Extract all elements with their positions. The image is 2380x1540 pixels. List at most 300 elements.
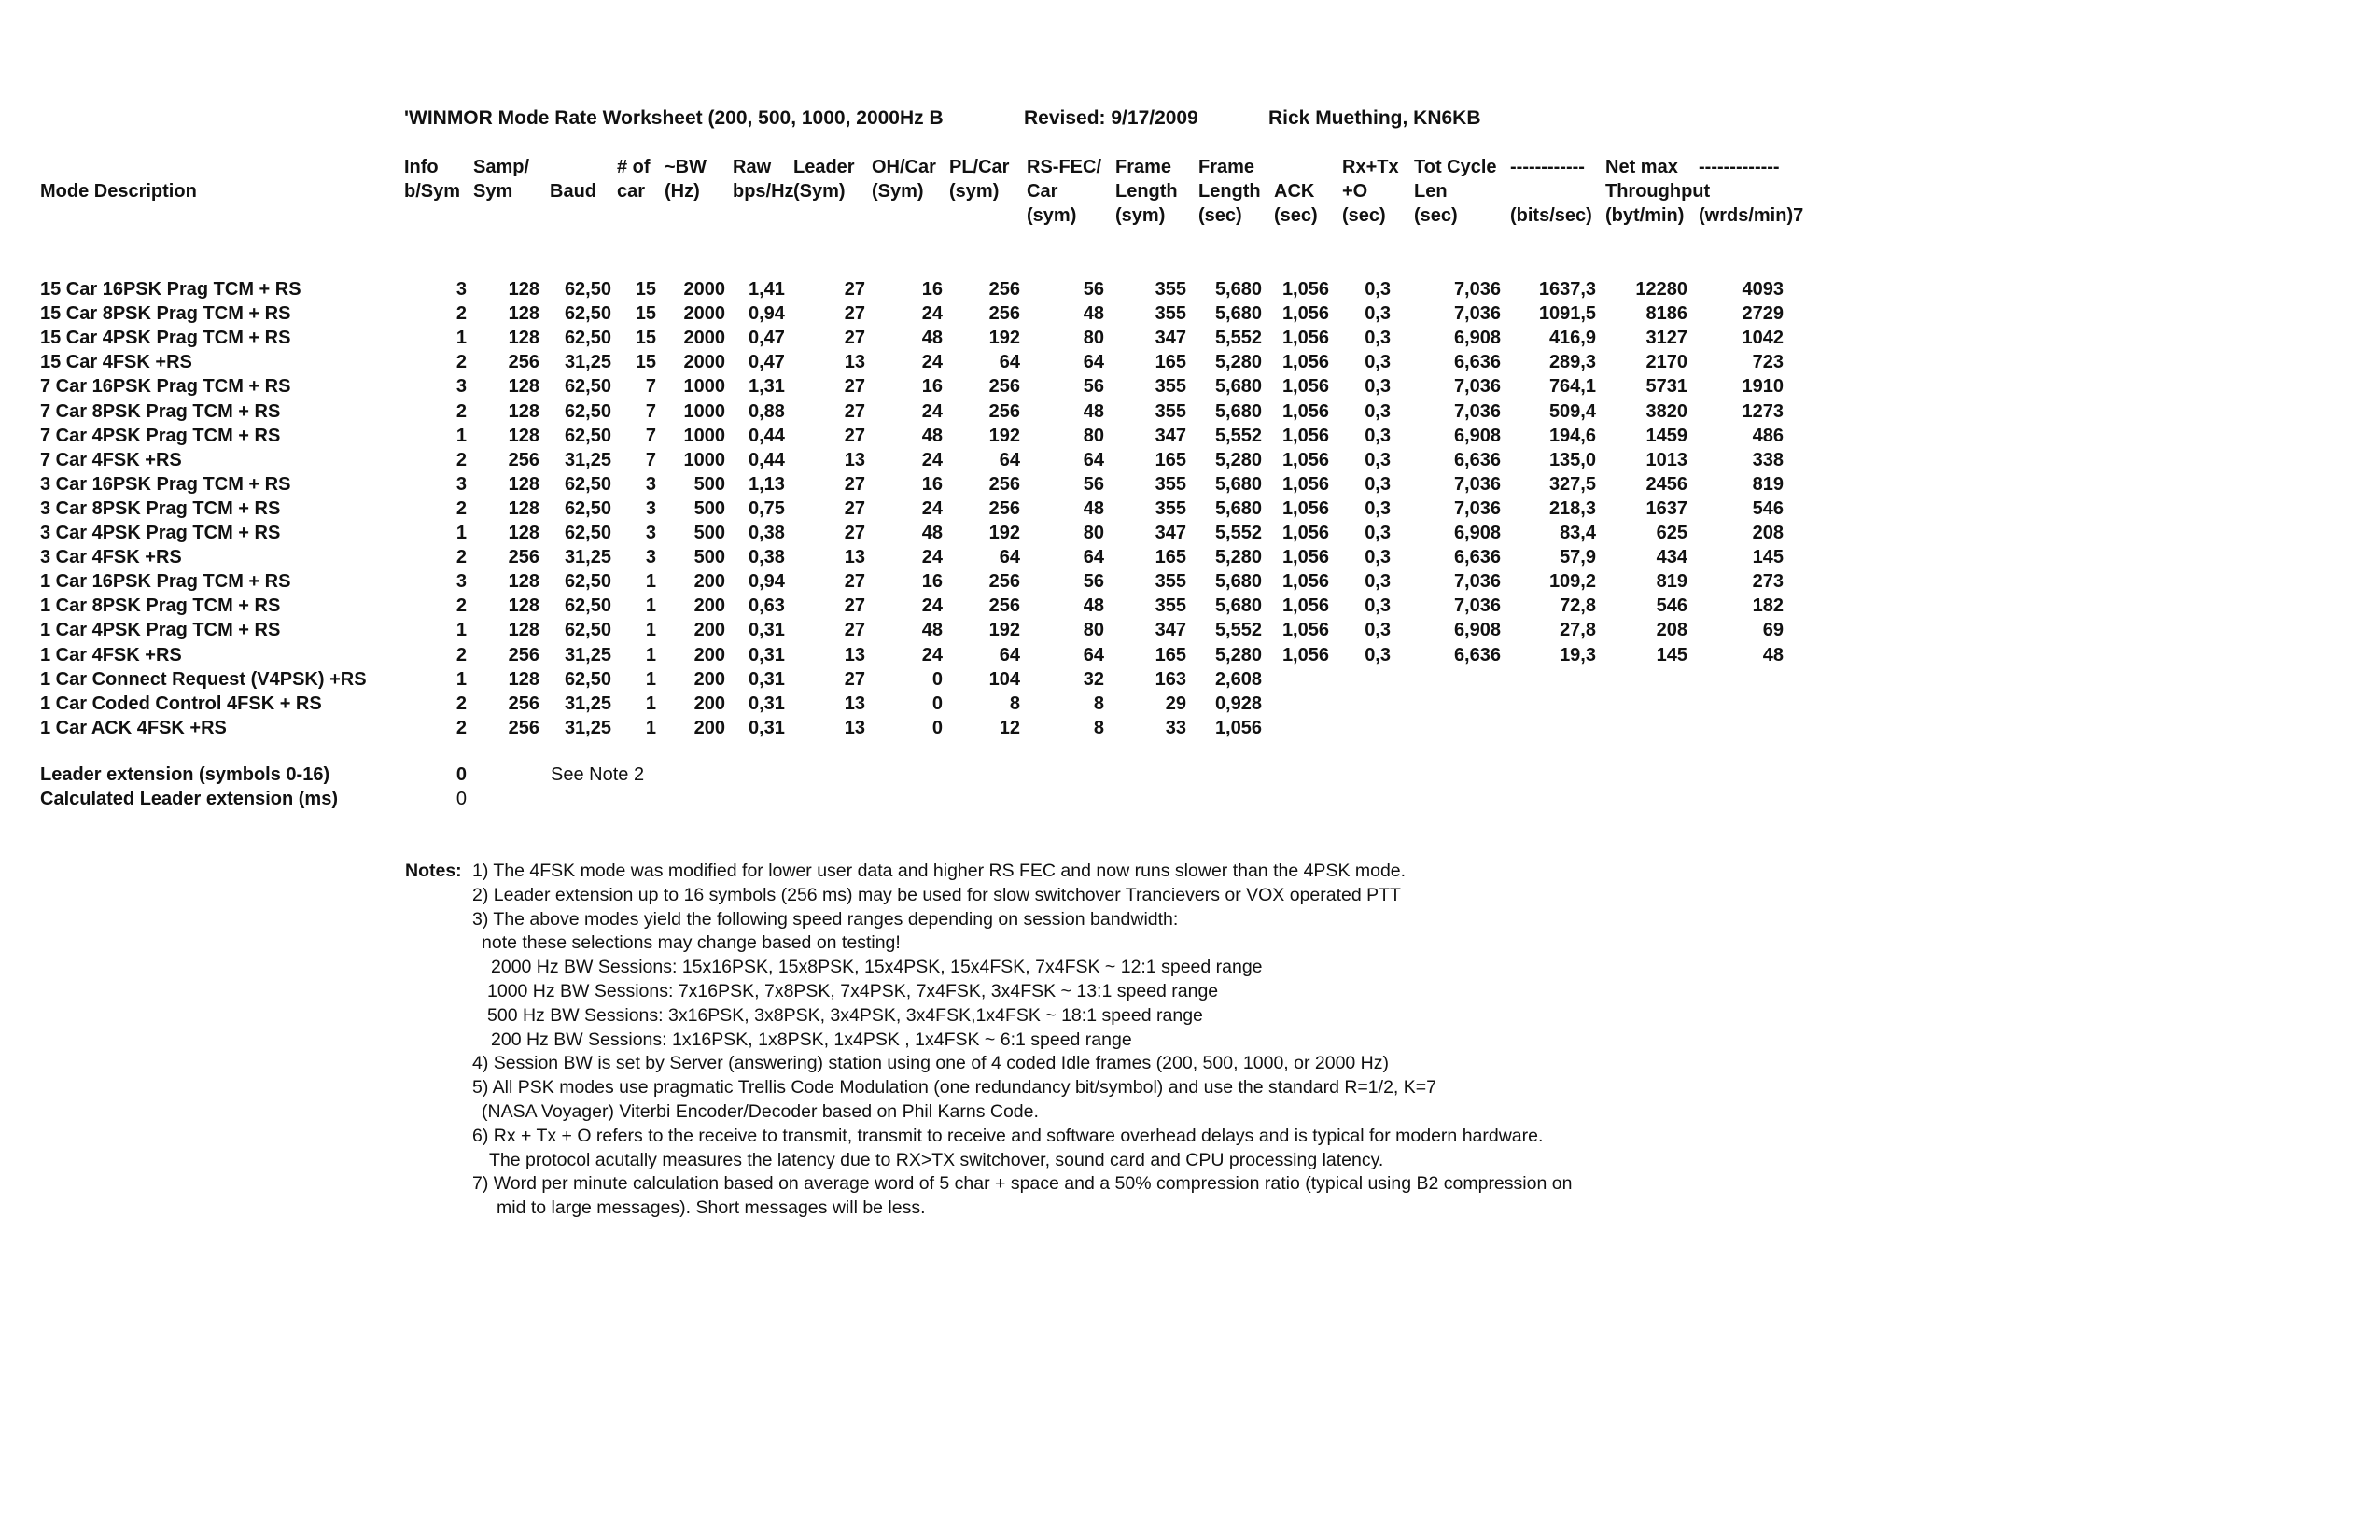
cell-plcar: 256 [988, 595, 1020, 617]
column-header-line: ACK [1274, 181, 1315, 202]
cell-plcar: 104 [988, 668, 1020, 690]
column-header-bw [665, 155, 707, 228]
cell-bits: 19,3 [1560, 644, 1596, 665]
cell-samp: 256 [508, 693, 539, 714]
column-header-line: Info [404, 157, 439, 177]
cell-ack: 1,056 [1281, 644, 1329, 665]
cell-bits: 109,2 [1548, 571, 1596, 593]
cell-raw: 1,41 [749, 279, 785, 300]
cell-baud: 62,50 [564, 523, 611, 543]
cell-samp: 256 [508, 449, 539, 470]
cell-bytes: 1459 [1645, 425, 1687, 446]
note-line: 1000 Hz BW Sessions: 7x16PSK, 7x8PSK, 7x4PSK, 7x4FSK, 3x4FSK ~ 13:1 speed range [487, 981, 1219, 1001]
cell-ohcar: 24 [921, 400, 943, 422]
column-header-line: Baud [550, 181, 596, 202]
cell-framelen: 165 [1155, 547, 1186, 568]
column-header-line [733, 203, 794, 228]
cell-car: 15 [635, 303, 656, 325]
cell-bits: 83,4 [1560, 523, 1596, 543]
table-row [0, 692, 2380, 716]
cell-cycle: 6,908 [1453, 620, 1501, 641]
column-header-line: bps/Hz [733, 181, 794, 202]
cell-bw: 500 [693, 473, 725, 495]
cell-plcar: 256 [988, 279, 1020, 300]
cell-baud: 62,50 [564, 376, 611, 398]
cell-framelen: 355 [1155, 279, 1186, 300]
cell-rsfec: 48 [1083, 497, 1104, 519]
cell-info: 2 [455, 717, 467, 738]
cell-words: 145 [1752, 547, 1784, 568]
cell-raw: 0,44 [749, 449, 785, 470]
cell-framelen: 347 [1155, 328, 1186, 349]
cell-leader: 27 [844, 620, 865, 641]
cell-baud: 62,50 [564, 425, 611, 446]
cell-desc: 7 Car 4FSK +RS [40, 449, 182, 470]
cell-raw: 0,94 [749, 571, 785, 593]
author-name: Rick Muething, KN6KB [1268, 107, 1481, 129]
cell-bytes: 819 [1656, 571, 1687, 593]
cell-leader: 27 [844, 571, 865, 593]
cell-framesec: 5,280 [1214, 644, 1262, 665]
cell-bw: 2000 [683, 279, 725, 300]
cell-samp: 128 [508, 497, 539, 519]
cell-framelen: 355 [1155, 376, 1186, 398]
cell-framesec: 5,680 [1214, 303, 1262, 325]
column-header-line: car [617, 181, 646, 202]
cell-info: 3 [455, 376, 467, 398]
cell-words: 48 [1762, 644, 1784, 665]
cell-leader: 27 [844, 668, 865, 690]
cell-framesec: 5,680 [1214, 376, 1262, 398]
cell-car: 3 [645, 473, 656, 495]
cell-ack: 1,056 [1281, 620, 1329, 641]
cell-car: 3 [645, 497, 656, 519]
cell-bw: 200 [693, 717, 725, 738]
cell-ack: 1,056 [1281, 400, 1329, 422]
column-header-words [1699, 155, 1803, 228]
cell-bw: 200 [693, 644, 725, 665]
cell-car: 7 [645, 449, 656, 470]
cell-bw: 200 [693, 620, 725, 641]
cell-framesec: 2,608 [1214, 668, 1262, 690]
column-header-line: (wrds/min)7 [1699, 205, 1804, 226]
column-header-raw [733, 155, 794, 228]
cell-rxtx: 0,3 [1365, 523, 1391, 543]
cell-framelen: 355 [1155, 571, 1186, 593]
cell-car: 1 [645, 644, 656, 665]
cell-rxtx: 0,3 [1365, 279, 1391, 300]
cell-plcar: 256 [988, 473, 1020, 495]
cell-desc: 15 Car 8PSK Prag TCM + RS [40, 303, 291, 325]
cell-leader: 13 [844, 717, 865, 738]
cell-samp: 256 [508, 717, 539, 738]
cell-ohcar: 48 [921, 328, 943, 349]
column-header-line: Frame [1115, 157, 1172, 177]
cell-leader: 27 [844, 328, 865, 349]
cell-ack: 1,056 [1281, 279, 1329, 300]
column-header-bits [1510, 155, 1592, 228]
cell-words: 69 [1762, 620, 1784, 641]
cell-baud: 62,50 [564, 279, 611, 300]
cell-raw: 1,13 [749, 473, 785, 495]
cell-bw: 200 [693, 693, 725, 714]
cell-baud: 62,50 [564, 595, 611, 617]
cell-plcar: 256 [988, 497, 1020, 519]
cell-framesec: 5,680 [1214, 595, 1262, 617]
cell-cycle: 6,908 [1453, 523, 1501, 543]
cell-bits: 27,8 [1560, 620, 1596, 641]
cell-desc: 7 Car 16PSK Prag TCM + RS [40, 376, 291, 398]
cell-leader: 27 [844, 376, 865, 398]
column-header-line: Length [1198, 181, 1261, 202]
note-line: 2) Leader extension up to 16 symbols (256 ms) may be used for slow switchover Trancievers or VOX operated PTT [472, 884, 1401, 905]
cell-samp: 128 [508, 668, 539, 690]
cell-plcar: 8 [1009, 693, 1020, 714]
column-header-leader [793, 155, 855, 228]
cell-plcar: 192 [988, 328, 1020, 349]
cell-framelen: 33 [1165, 717, 1186, 738]
cell-framelen: 355 [1155, 595, 1186, 617]
cell-info: 3 [455, 571, 467, 593]
cell-framelen: 347 [1155, 523, 1186, 543]
note-line: 1) The 4FSK mode was modified for lower user data and higher RS FEC and now runs slower than the 4PSK mode. [472, 861, 1407, 881]
note-line: 200 Hz BW Sessions: 1x16PSK, 1x8PSK, 1x4PSK , 1x4FSK ~ 6:1 speed range [491, 1029, 1132, 1050]
column-header-bytes [1605, 155, 1710, 228]
column-header-line: +O [1342, 181, 1368, 202]
cell-rsfec: 32 [1083, 668, 1104, 690]
cell-rxtx: 0,3 [1365, 352, 1391, 373]
column-header-line [617, 203, 651, 228]
cell-ohcar: 0 [931, 693, 943, 714]
cell-bits: 416,9 [1548, 328, 1596, 349]
cell-desc: 3 Car 8PSK Prag TCM + RS [40, 497, 281, 519]
cell-samp: 128 [508, 303, 539, 325]
cell-samp: 128 [508, 571, 539, 593]
cell-bytes: 208 [1656, 620, 1687, 641]
table-row [0, 667, 2380, 692]
column-header-line: Tot Cycle [1414, 157, 1497, 177]
cell-baud: 62,50 [564, 473, 611, 495]
column-header-line: (Hz) [665, 181, 700, 202]
cell-leader: 27 [844, 425, 865, 446]
cell-framesec: 5,680 [1214, 279, 1262, 300]
cell-words: 2729 [1742, 303, 1784, 325]
cell-info: 1 [455, 523, 467, 543]
column-header-car [617, 155, 651, 228]
column-header-line: PL/Car [949, 157, 1010, 177]
cell-raw: 0,47 [749, 352, 785, 373]
cell-desc: 3 Car 4PSK Prag TCM + RS [40, 523, 281, 543]
cell-bits: 764,1 [1548, 376, 1596, 398]
column-header-line: (Sym) [872, 181, 924, 202]
table-row [0, 472, 2380, 497]
cell-plcar: 192 [988, 425, 1020, 446]
cell-car: 1 [645, 571, 656, 593]
cell-ohcar: 24 [921, 547, 943, 568]
cell-bits: 1091,5 [1538, 303, 1596, 325]
cell-raw: 0,31 [749, 717, 785, 738]
cell-rsfec: 80 [1083, 328, 1104, 349]
cell-words: 182 [1752, 595, 1784, 617]
note-line: 4) Session BW is set by Server (answering) station using one of 4 coded Idle frames (200, 500, 1000, or 2000 Hz) [472, 1053, 1390, 1074]
table-row [0, 374, 2380, 399]
cell-samp: 128 [508, 400, 539, 422]
cell-baud: 62,50 [564, 328, 611, 349]
cell-desc: 1 Car Coded Control 4FSK + RS [40, 693, 322, 714]
cell-ohcar: 24 [921, 497, 943, 519]
cell-info: 2 [455, 497, 467, 519]
cell-samp: 128 [508, 473, 539, 495]
table-row [0, 277, 2380, 301]
cell-cycle: 6,908 [1453, 425, 1501, 446]
cell-raw: 0,31 [749, 620, 785, 641]
cell-leader: 27 [844, 400, 865, 422]
cell-desc: 1 Car 4FSK +RS [40, 644, 182, 665]
cell-bw: 2000 [683, 352, 725, 373]
cell-ack: 1,056 [1281, 473, 1329, 495]
note-line: 500 Hz BW Sessions: 3x16PSK, 3x8PSK, 3x4PSK, 3x4FSK,1x4FSK ~ 18:1 speed range [487, 1004, 1203, 1026]
cell-plcar: 64 [999, 449, 1020, 470]
cell-car: 1 [645, 693, 656, 714]
cell-cycle: 7,036 [1453, 303, 1501, 325]
column-header-line: Raw [733, 157, 772, 177]
cell-info: 2 [455, 595, 467, 617]
cell-cycle: 7,036 [1453, 595, 1501, 617]
cell-baud: 31,25 [564, 352, 611, 373]
cell-car: 3 [645, 523, 656, 543]
cell-baud: 62,50 [564, 303, 611, 325]
cell-words: 1910 [1742, 376, 1784, 398]
cell-ohcar: 16 [921, 571, 943, 593]
column-header-line [1699, 179, 1803, 203]
cell-bytes: 8186 [1645, 303, 1687, 325]
cell-ack: 1,056 [1281, 328, 1329, 349]
column-header-line: Len [1414, 181, 1448, 202]
cell-baud: 31,25 [564, 717, 611, 738]
calculated-leader-label: Calculated Leader extension (ms) [40, 789, 338, 809]
cell-framelen: 347 [1155, 620, 1186, 641]
cell-rsfec: 64 [1083, 547, 1104, 568]
cell-framelen: 29 [1165, 693, 1186, 714]
cell-car: 15 [635, 279, 656, 300]
column-header-line: (sec) [1342, 205, 1386, 226]
cell-cycle: 6,636 [1453, 644, 1501, 665]
cell-desc: 7 Car 4PSK Prag TCM + RS [40, 425, 281, 446]
cell-bw: 2000 [683, 303, 725, 325]
cell-rsfec: 64 [1083, 352, 1104, 373]
cell-framesec: 0,928 [1214, 693, 1262, 714]
column-header-line: OH/Car [872, 157, 936, 177]
cell-desc: 3 Car 4FSK +RS [40, 547, 182, 568]
cell-words: 546 [1752, 497, 1784, 519]
cell-plcar: 64 [999, 644, 1020, 665]
cell-desc: 3 Car 16PSK Prag TCM + RS [40, 473, 291, 495]
table-row [0, 545, 2380, 569]
cell-raw: 0,75 [749, 497, 785, 519]
cell-rxtx: 0,3 [1365, 376, 1391, 398]
note-line: 5) All PSK modes use pragmatic Trellis Code Modulation (one redundancy bit/symbol) and use the standard R=1/2, K=7 [472, 1077, 1436, 1099]
cell-cycle: 7,036 [1453, 279, 1501, 300]
column-header-line: b/Sym [404, 181, 461, 202]
cell-bw: 500 [693, 523, 725, 543]
cell-rsfec: 48 [1083, 595, 1104, 617]
cell-samp: 128 [508, 595, 539, 617]
cell-ohcar: 16 [921, 473, 943, 495]
column-header-line: Throughput [1605, 181, 1711, 202]
cell-samp: 128 [508, 279, 539, 300]
cell-info: 1 [455, 668, 467, 690]
table-row [0, 643, 2380, 667]
column-header-line [40, 155, 197, 179]
cell-words: 273 [1752, 571, 1784, 593]
cell-samp: 256 [508, 644, 539, 665]
cell-framesec: 5,280 [1214, 547, 1262, 568]
cell-samp: 128 [508, 620, 539, 641]
cell-bytes: 434 [1656, 547, 1687, 568]
cell-ohcar: 16 [921, 376, 943, 398]
column-header-line [404, 203, 460, 228]
table-row [0, 399, 2380, 424]
cell-rxtx: 0,3 [1365, 497, 1391, 519]
cell-raw: 0,63 [749, 595, 785, 617]
cell-framelen: 355 [1155, 303, 1186, 325]
cell-rsfec: 64 [1083, 449, 1104, 470]
cell-ack: 1,056 [1281, 571, 1329, 593]
cell-ohcar: 24 [921, 303, 943, 325]
cell-baud: 31,25 [564, 644, 611, 665]
cell-framelen: 165 [1155, 644, 1186, 665]
cell-cycle: 7,036 [1453, 497, 1501, 519]
column-header-line: Length [1115, 181, 1178, 202]
table-row [0, 618, 2380, 642]
cell-ack: 1,056 [1281, 523, 1329, 543]
cell-plcar: 64 [999, 547, 1020, 568]
cell-ohcar: 24 [921, 644, 943, 665]
cell-rxtx: 0,3 [1365, 620, 1391, 641]
cell-info: 3 [455, 279, 467, 300]
cell-cycle: 6,636 [1453, 547, 1501, 568]
cell-ack: 1,056 [1281, 376, 1329, 398]
cell-car: 7 [645, 376, 656, 398]
cell-baud: 31,25 [564, 693, 611, 714]
cell-framelen: 165 [1155, 449, 1186, 470]
cell-framelen: 347 [1155, 425, 1186, 446]
cell-rxtx: 0,3 [1365, 303, 1391, 325]
cell-framesec: 5,280 [1214, 449, 1262, 470]
cell-bytes: 546 [1656, 595, 1687, 617]
cell-framesec: 5,552 [1214, 620, 1262, 641]
cell-bytes: 625 [1656, 523, 1687, 543]
revised-date: Revised: 9/17/2009 [1024, 107, 1198, 129]
cell-bw: 1000 [683, 425, 725, 446]
table-row [0, 569, 2380, 594]
cell-framesec: 5,552 [1214, 523, 1262, 543]
column-header-plcar [949, 155, 1009, 228]
table-row [0, 448, 2380, 472]
cell-car: 1 [645, 668, 656, 690]
worksheet-title: 'WINMOR Mode Rate Worksheet (200, 500, 1000, 2000Hz B [404, 107, 944, 129]
cell-leader: 27 [844, 303, 865, 325]
leader-extension-note: See Note 2 [551, 764, 645, 785]
cell-desc: 1 Car 8PSK Prag TCM + RS [40, 595, 281, 617]
note-line: (NASA Voyager) Viterbi Encoder/Decoder based on Phil Karns Code. [482, 1101, 1039, 1122]
cell-baud: 62,50 [564, 668, 611, 690]
note-line: note these selections may change based on testing! [482, 932, 901, 954]
cell-plcar: 256 [988, 303, 1020, 325]
cell-ohcar: 24 [921, 352, 943, 373]
cell-leader: 13 [844, 449, 865, 470]
column-header-ack [1274, 155, 1318, 228]
cell-bits: 327,5 [1548, 473, 1596, 495]
cell-bits: 194,6 [1548, 425, 1596, 446]
cell-plcar: 256 [988, 571, 1020, 593]
cell-bw: 1000 [683, 376, 725, 398]
cell-cycle: 6,636 [1453, 352, 1501, 373]
cell-plcar: 256 [988, 376, 1020, 398]
cell-rxtx: 0,3 [1365, 400, 1391, 422]
column-header-line [1274, 155, 1318, 179]
cell-bits: 289,3 [1548, 352, 1596, 373]
cell-rsfec: 56 [1083, 473, 1104, 495]
cell-raw: 1,31 [749, 376, 785, 398]
cell-bits: 72,8 [1560, 595, 1596, 617]
cell-desc: 15 Car 4PSK Prag TCM + RS [40, 328, 291, 349]
table-row [0, 326, 2380, 350]
cell-rxtx: 0,3 [1365, 449, 1391, 470]
cell-framelen: 355 [1155, 400, 1186, 422]
column-header-desc [40, 155, 197, 228]
cell-words: 486 [1752, 425, 1784, 446]
cell-bits: 509,4 [1548, 400, 1596, 422]
cell-desc: 15 Car 16PSK Prag TCM + RS [40, 279, 301, 300]
cell-rxtx: 0,3 [1365, 644, 1391, 665]
cell-framesec: 5,680 [1214, 571, 1262, 593]
table-row [0, 301, 2380, 326]
cell-raw: 0,38 [749, 523, 785, 543]
cell-cycle: 7,036 [1453, 400, 1501, 422]
column-header-line [872, 203, 936, 228]
cell-car: 1 [645, 620, 656, 641]
cell-leader: 27 [844, 473, 865, 495]
cell-bw: 200 [693, 668, 725, 690]
note-line: 6) Rx + Tx + O refers to the receive to transmit, transmit to receive and software overhead delays and is typical for modern hardware. [472, 1125, 1544, 1146]
cell-raw: 0,31 [749, 668, 785, 690]
cell-framesec: 5,680 [1214, 497, 1262, 519]
cell-cycle: 6,908 [1453, 328, 1501, 349]
cell-framelen: 165 [1155, 352, 1186, 373]
cell-framesec: 5,280 [1214, 352, 1262, 373]
cell-desc: 1 Car 16PSK Prag TCM + RS [40, 571, 291, 593]
cell-framesec: 1,056 [1214, 717, 1262, 738]
column-header-line [665, 203, 707, 228]
cell-cycle: 6,636 [1453, 449, 1501, 470]
cell-info: 2 [455, 449, 467, 470]
cell-ohcar: 0 [931, 668, 943, 690]
calculated-leader-value: 0 [455, 789, 467, 809]
cell-info: 1 [455, 620, 467, 641]
cell-info: 2 [455, 547, 467, 568]
cell-ohcar: 24 [921, 449, 943, 470]
column-header-line: Car [1027, 181, 1058, 202]
cell-ohcar: 48 [921, 620, 943, 641]
cell-ack: 1,056 [1281, 449, 1329, 470]
cell-rxtx: 0,3 [1365, 328, 1391, 349]
cell-baud: 62,50 [564, 400, 611, 422]
table-row [0, 594, 2380, 618]
cell-ohcar: 0 [931, 717, 943, 738]
cell-info: 2 [455, 400, 467, 422]
note-line: 2000 Hz BW Sessions: 15x16PSK, 15x8PSK, 15x4PSK, 15x4FSK, 7x4FSK ~ 12:1 speed range [491, 957, 1263, 978]
